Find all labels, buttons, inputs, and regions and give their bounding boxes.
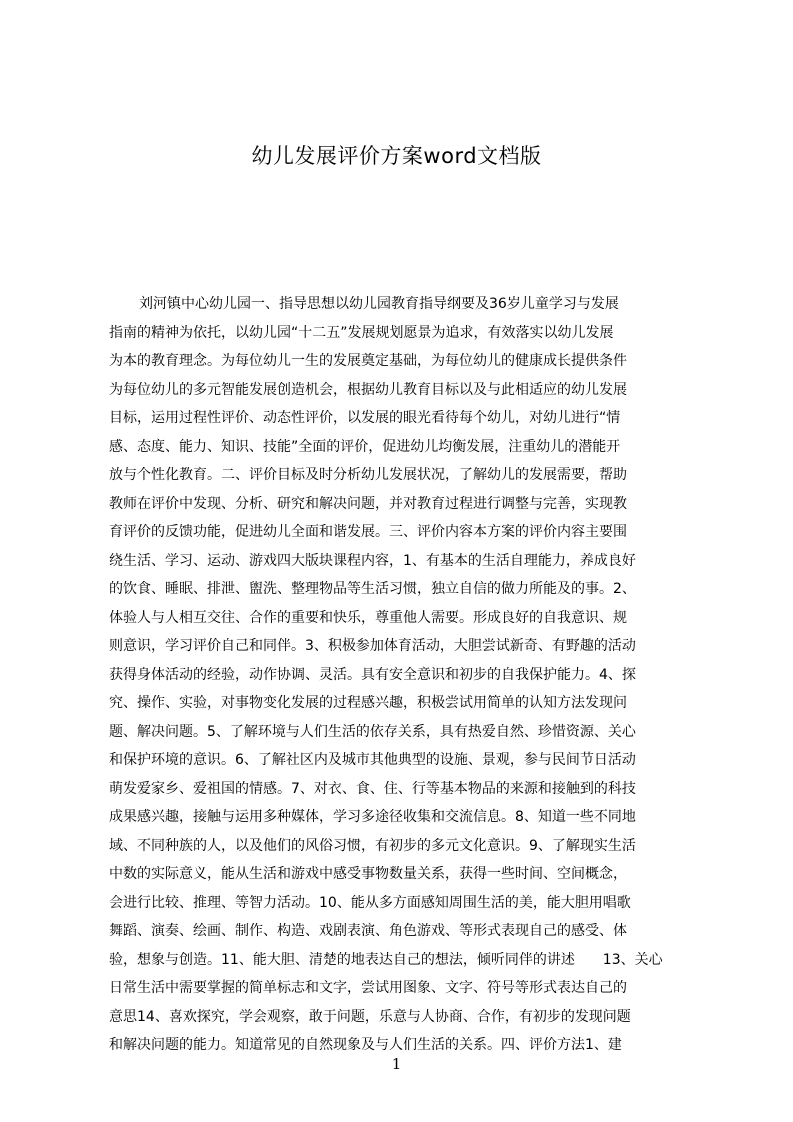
body-line: 日常生活中需要掌握的简单标志和文字，尝试用图象、文字、符号等形式表达自己的 — [109, 980, 627, 996]
body-line: 感、态度、能力、知识、技能”全面的评价，促进幼儿均衡发展，注重幼儿的潜能开 — [109, 438, 621, 455]
body-line: 中数的实际意义，能从生活和游戏中感受事物数量关系，获得一些时间、空间概念， — [109, 866, 627, 882]
body-line: 指南的精神为依托，以幼儿园“十二五”发展规划愿景为追求，有效落实以幼儿发展 — [109, 324, 614, 341]
body-line: 刘河镇中心幼儿园一、指导思想以幼儿园教育指导纲要及36岁儿童学习与发展 — [139, 296, 619, 312]
body-line: 教师在评价中发现、分析、研究和解决问题，并对教育过程进行调整与完善，实现教 — [109, 495, 627, 512]
body-line: 为每位幼儿的多元智能发展创造机会，根据幼儿教育目标以及与此相适应的幼儿发展 — [109, 381, 627, 398]
body-line: 验，想象与创造。11、能大胆、清楚的地表达自己的想法，倾听同伴的讲述 13、关心 — [109, 951, 663, 968]
document-body — [109, 290, 703, 1060]
body-line: 意思14、喜欢探究，学会观察，敢于问题，乐意与人协商、合作，有初步的发现问题 — [109, 1008, 631, 1025]
document-title: 幼儿发展评价方案word文档版 — [251, 144, 542, 168]
body-line: 育评价的反馈功能，促进幼儿全面和谐发展。三、评价内容本方案的评价内容主要围 — [109, 524, 627, 540]
body-line: 成果感兴趣，接触与运用多种媒体，学习多途径收集和交流信息。8、知道一些不同地 — [109, 809, 636, 825]
body-line: 目标，运用过程性评价、动态性评价，以发展的眼光看待每个幼儿，对幼儿进行“情 — [109, 410, 621, 426]
page-number: 1 — [391, 1055, 402, 1073]
body-line: 舞蹈、演奏、绘画、制作、构造、戏剧表演、角色游戏、等形式表现自己的感受、体 — [109, 923, 627, 939]
body-line: 萌发爱家乡、爱祖国的情感。7、对衣、食、住、行等基本物品的来源和接触到的科技 — [109, 780, 636, 797]
body-line: 绕生活、学习、运动、游戏四大版块课程内容，1、有基本的生活自理能力，养成良好 — [109, 552, 636, 569]
body-line: 为本的教育理念。为每位幼儿一生的发展奠定基础，为每位幼儿的健康成长提供条件 — [109, 353, 627, 369]
body-line: 获得身体活动的经验，动作协调、灵活。具有安全意识和初步的自我保护能力。4、探 — [109, 666, 636, 683]
body-line: 则意识，学习评价自己和同伴。3、积极参加体育活动，大胆尝试新奇、有野趣的活动 — [109, 638, 636, 654]
body-line: 和保护环境的意识。6、了解社区内及城市其他典型的设施、景观，参与民间节日活动 — [109, 752, 636, 768]
body-line: 究、操作、实验，对事物变化发展的过程感兴趣，积极尝试用简单的认知方法发现问 — [109, 695, 627, 711]
body-line: 和解决问题的能力。知道常见的自然现象及与人们生活的关系。四、评价方法1、建 — [109, 1037, 622, 1053]
body-line: 放与个性化教育。二、评价目标及时分析幼儿发展状况，了解幼儿的发展需要，帮助 — [109, 467, 627, 483]
body-line: 的饮食、睡眠、排泄、盥洗、整理物品等生活习惯，独立自信的做力所能及的事。2、 — [109, 581, 636, 597]
body-line: 域、不同种族的人，以及他们的风俗习惯，有初步的多元文化意识。9、了解现实生活 — [109, 837, 636, 854]
body-line: 题、解决问题。5、了解环境与人们生活的依存关系，具有热爱自然、珍惜资源、关心 — [109, 723, 636, 740]
body-line: 会进行比较、推理、等智力活动。10、能从多方面感知周围生活的美，能大胆用唱歌 — [109, 894, 631, 911]
body-line: 体验人与人相互交往、合作的重要和快乐，尊重他人需要。形成良好的自我意识、规 — [109, 609, 627, 626]
